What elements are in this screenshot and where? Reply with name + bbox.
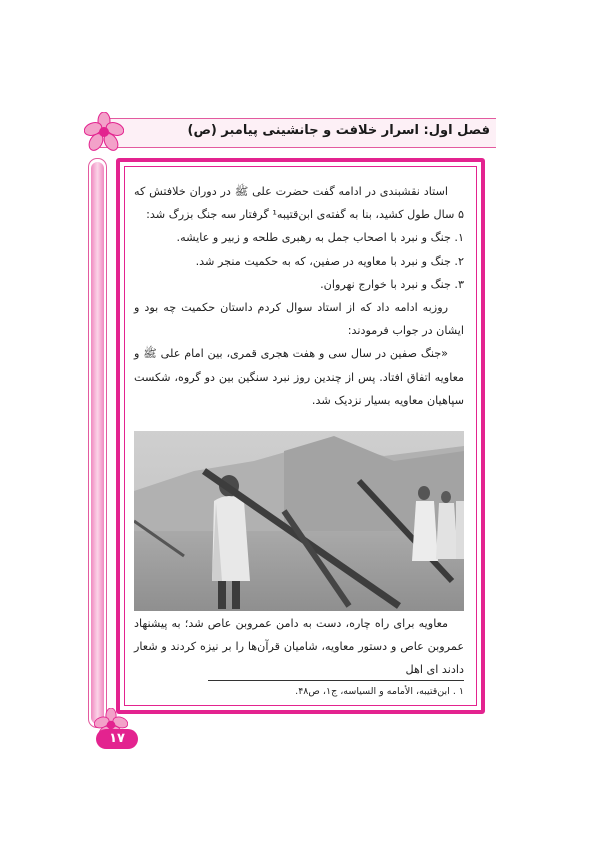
page-number: ۱۷ [96, 729, 138, 749]
list-item: ۲. جنگ و نبرد با معاویه در صفین، که به حکمیت منجر شد. [195, 254, 464, 268]
quote-paragraph: «جنگ صفین در سال سی و هفت هجری قمری، بین امام علی ﷺ و معاویه اتفاق افتاد. پس از چندین روز نبرد سنگین بین دو گروه، شکست سپاهیان معاویه بسیار نزدیک شد. [134, 347, 464, 407]
footnote-divider [208, 680, 464, 681]
footnote: ۱ . ابن‌قتیبه، الأمامه و السیاسه، ج۱، ص۴۸. [295, 686, 464, 697]
flower-ornament-icon [84, 112, 124, 152]
narrative-paragraph: روزبه ادامه داد که از استاد سوال کردم داستان حکمیت چه بود و ایشان در جواب فرمودند: [134, 301, 464, 338]
side-decorative-strip [91, 162, 104, 724]
body-text-top [134, 180, 464, 412]
list-item: ۳. جنگ و نبرد با خوارج نهروان. [320, 277, 464, 291]
chapter-header [100, 118, 496, 148]
body-text-bottom [134, 612, 464, 682]
continuation-paragraph: معاویه برای راه چاره، دست به دامن عمروبن عاص شد؛ به پیشنهاد عمروبن عاص و دستور معاویه، شامیان قرآن‌ها را بر نیزه کردند و شعار دادند ای اهل [134, 617, 464, 677]
chapter-title: فصل اول: اسرار خلافت و جانشینی پیامبر (ص) [187, 123, 490, 138]
list-item: ۱. جنگ و نبرد با اصحاب جمل به رهبری طلحه و زبیر و عایشه. [176, 231, 464, 245]
battle-photo [134, 431, 464, 611]
intro-paragraph: استاد نقشبندی در ادامه گفت حضرت علی ﷺ در دوران خلافتش که ۵ سال طول کشید، بنا به گفته‌ی ابن‌قتیبه¹ گرفتار سه جنگ بزرگ شد: [134, 185, 464, 222]
